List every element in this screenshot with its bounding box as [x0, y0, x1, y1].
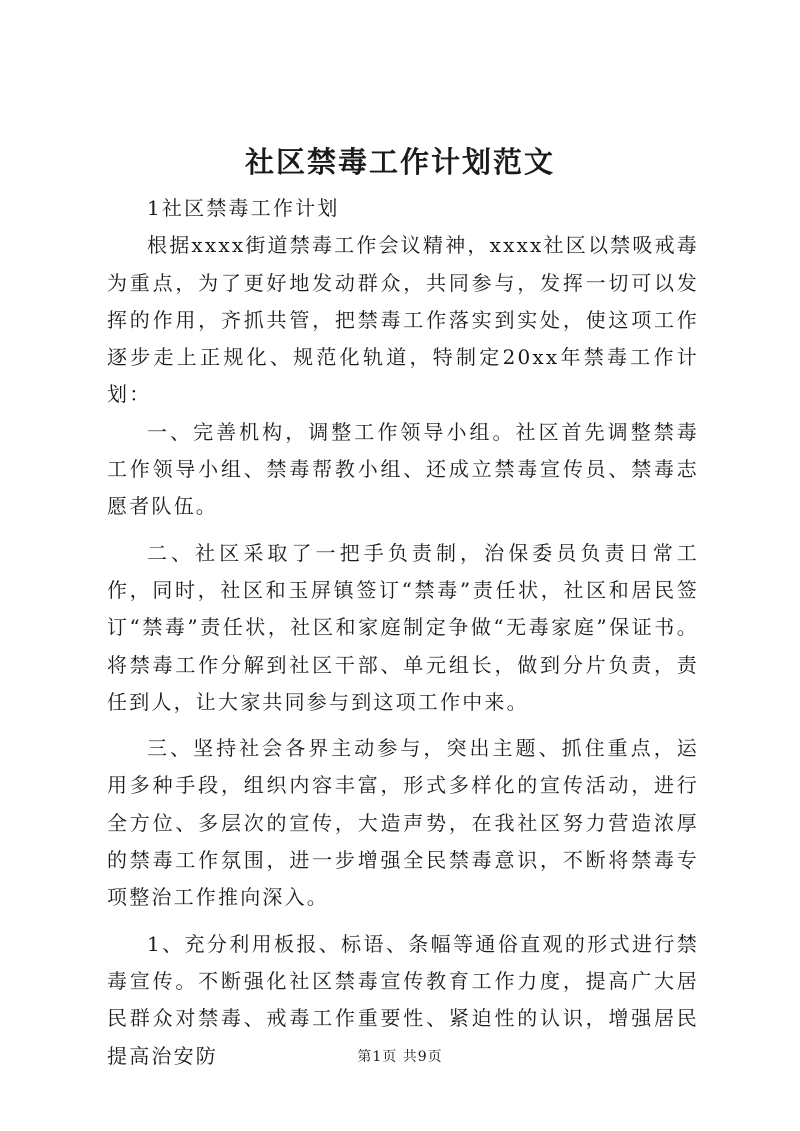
paragraph-item-3: 三、坚持社会各界主动参与，突出主题、抓住重点，运用多种手段，组织内容丰富，形式多样化的宣传活动，进行全方位、多层次的宣传，大造声势，在我社区努力营造浓厚的禁毒工作氛围，进一步增强全民禁毒意识，不断将禁毒专项整治工作推向深入。	[107, 736, 699, 910]
document-body	[107, 190, 699, 1075]
paragraph-item-1: 一、完善机构，调整工作领导小组。社区首先调整禁毒工作领导小组、禁毒帮教小组、还成立禁毒宣传员、禁毒志愿者队伍。	[107, 419, 699, 519]
paragraph-item-2: 二、社区采取了一把手负责制，治保委员负责日常工作，同时，社区和玉屏镇签订“禁毒”责任状，社区和居民签订“禁毒”责任状，社区和家庭制定争做“无毒家庭”保证书。将禁毒工作分解到社区干部、单元组长，做到分片负责，责任到人，让大家共同参与到这项工作中来。	[107, 540, 699, 714]
section-heading: 1社区禁毒工作计划	[147, 196, 340, 220]
document-title: 社区禁毒工作计划范文	[244, 145, 555, 179]
page-number-footer: 第1页 共9页	[357, 1049, 443, 1065]
paragraph-subitem-1: 1、充分利用板报、标语、条幅等通俗直观的形式进行禁毒宣传。不断强化社区禁毒宣传教育工作力度，提高广大居民群众对禁毒、戒毒工作重要性、紧迫性的认识，增强居民提高治安防	[107, 931, 699, 1068]
paragraph-intro: 根据xxxx街道禁毒工作会议精神，xxxx社区以禁吸戒毒为重点，为了更好地发动群众，共同参与，发挥一切可以发挥的作用，齐抓共管，把禁毒工作落实到实处，使这项工作逐步走上正规化、规范化轨道，特制定20xx年禁毒工作计划：	[107, 233, 699, 407]
